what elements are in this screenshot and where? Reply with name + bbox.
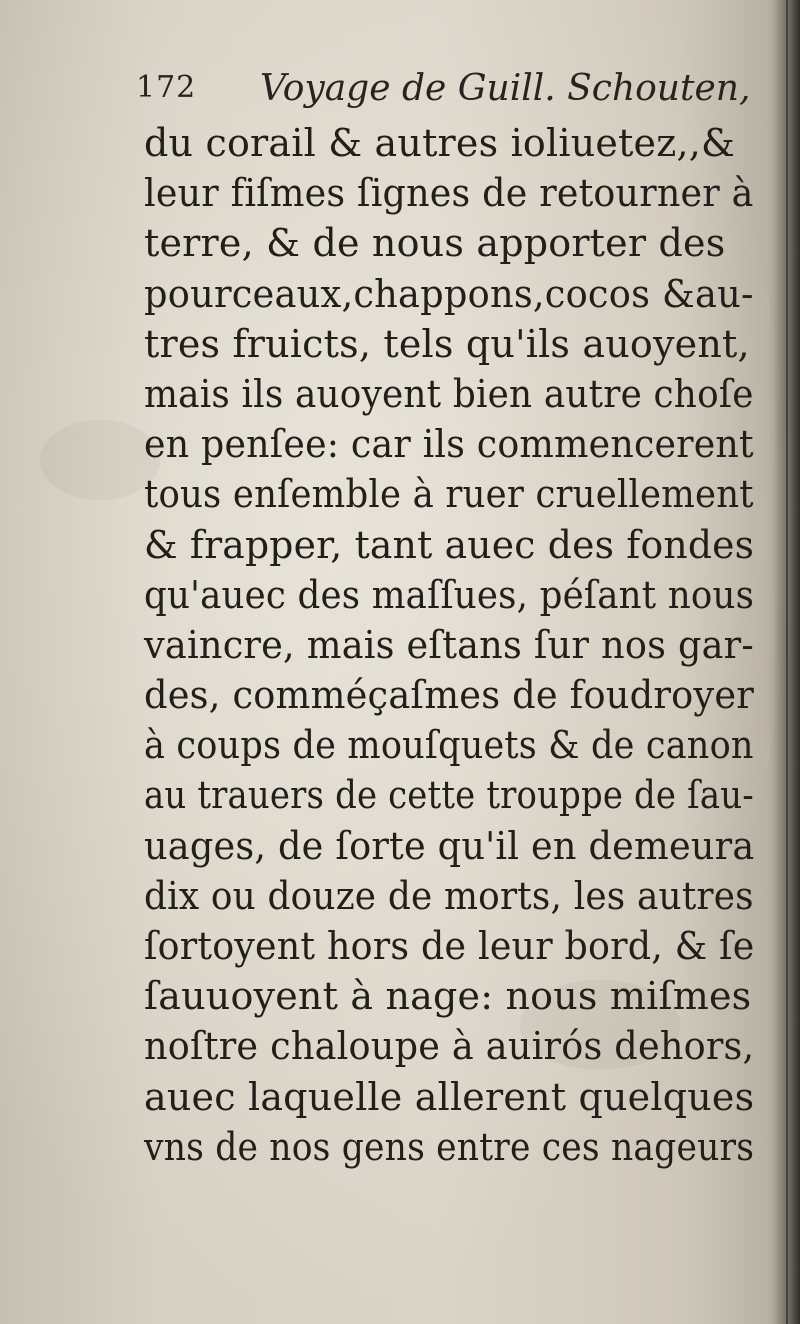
text-line: noſtre chaloupe à auirós dehors,: [144, 1024, 755, 1069]
paper-stain: [40, 420, 160, 500]
text-line: vns de nos gens entre ces nageurs: [144, 1124, 755, 1169]
text-line: qu'auec des maſſues, péſant nous: [144, 572, 755, 617]
text-line: auec laquelle allerent quelques: [144, 1074, 755, 1119]
running-head: Voyage de Guill. Schouten,: [260, 68, 751, 109]
page-header: [134, 66, 751, 120]
text-line: en penſee: car ils commencerent: [144, 422, 754, 467]
text-line: tres fruicts, tels qu'ils auoyent,: [144, 321, 750, 366]
page-number: 172: [136, 70, 197, 105]
text-line: des, comméçaſmes de foudroyer: [144, 673, 755, 718]
text-line: uages, de ſorte qu'il en demeura: [144, 823, 755, 868]
text-line: mais ils auoyent bien autre choſe: [144, 371, 754, 416]
text-line: ſauuoyent à nage: nous miſmes: [144, 974, 752, 1019]
text-line: à coups de mouſquets & de canon: [144, 723, 754, 768]
text-line: pourceaux,chappons,cocos &au-: [144, 271, 754, 316]
spine-edge: [786, 0, 788, 1324]
body-text: [144, 118, 754, 1172]
text-line: terre, & de nous apporter des: [144, 221, 726, 266]
text-line: du corail & autres ioliuetez,,&: [144, 121, 736, 165]
text-line: ſortoyent hors de leur bord, & ſe: [144, 924, 755, 968]
text-line: leur fiſmes ſignes de retourner à: [144, 171, 754, 216]
text-line: & frapper, tant auec des fondes: [144, 522, 755, 567]
text-line: dix ou douze de morts, les autres: [144, 873, 754, 918]
text-line: au trauers de cette trouppe de ſau-: [144, 773, 754, 818]
text-line: tous enſemble à ruer cruellement: [144, 472, 754, 517]
text-line: vaincre, mais eſtans ſur nos gar-: [144, 622, 754, 667]
